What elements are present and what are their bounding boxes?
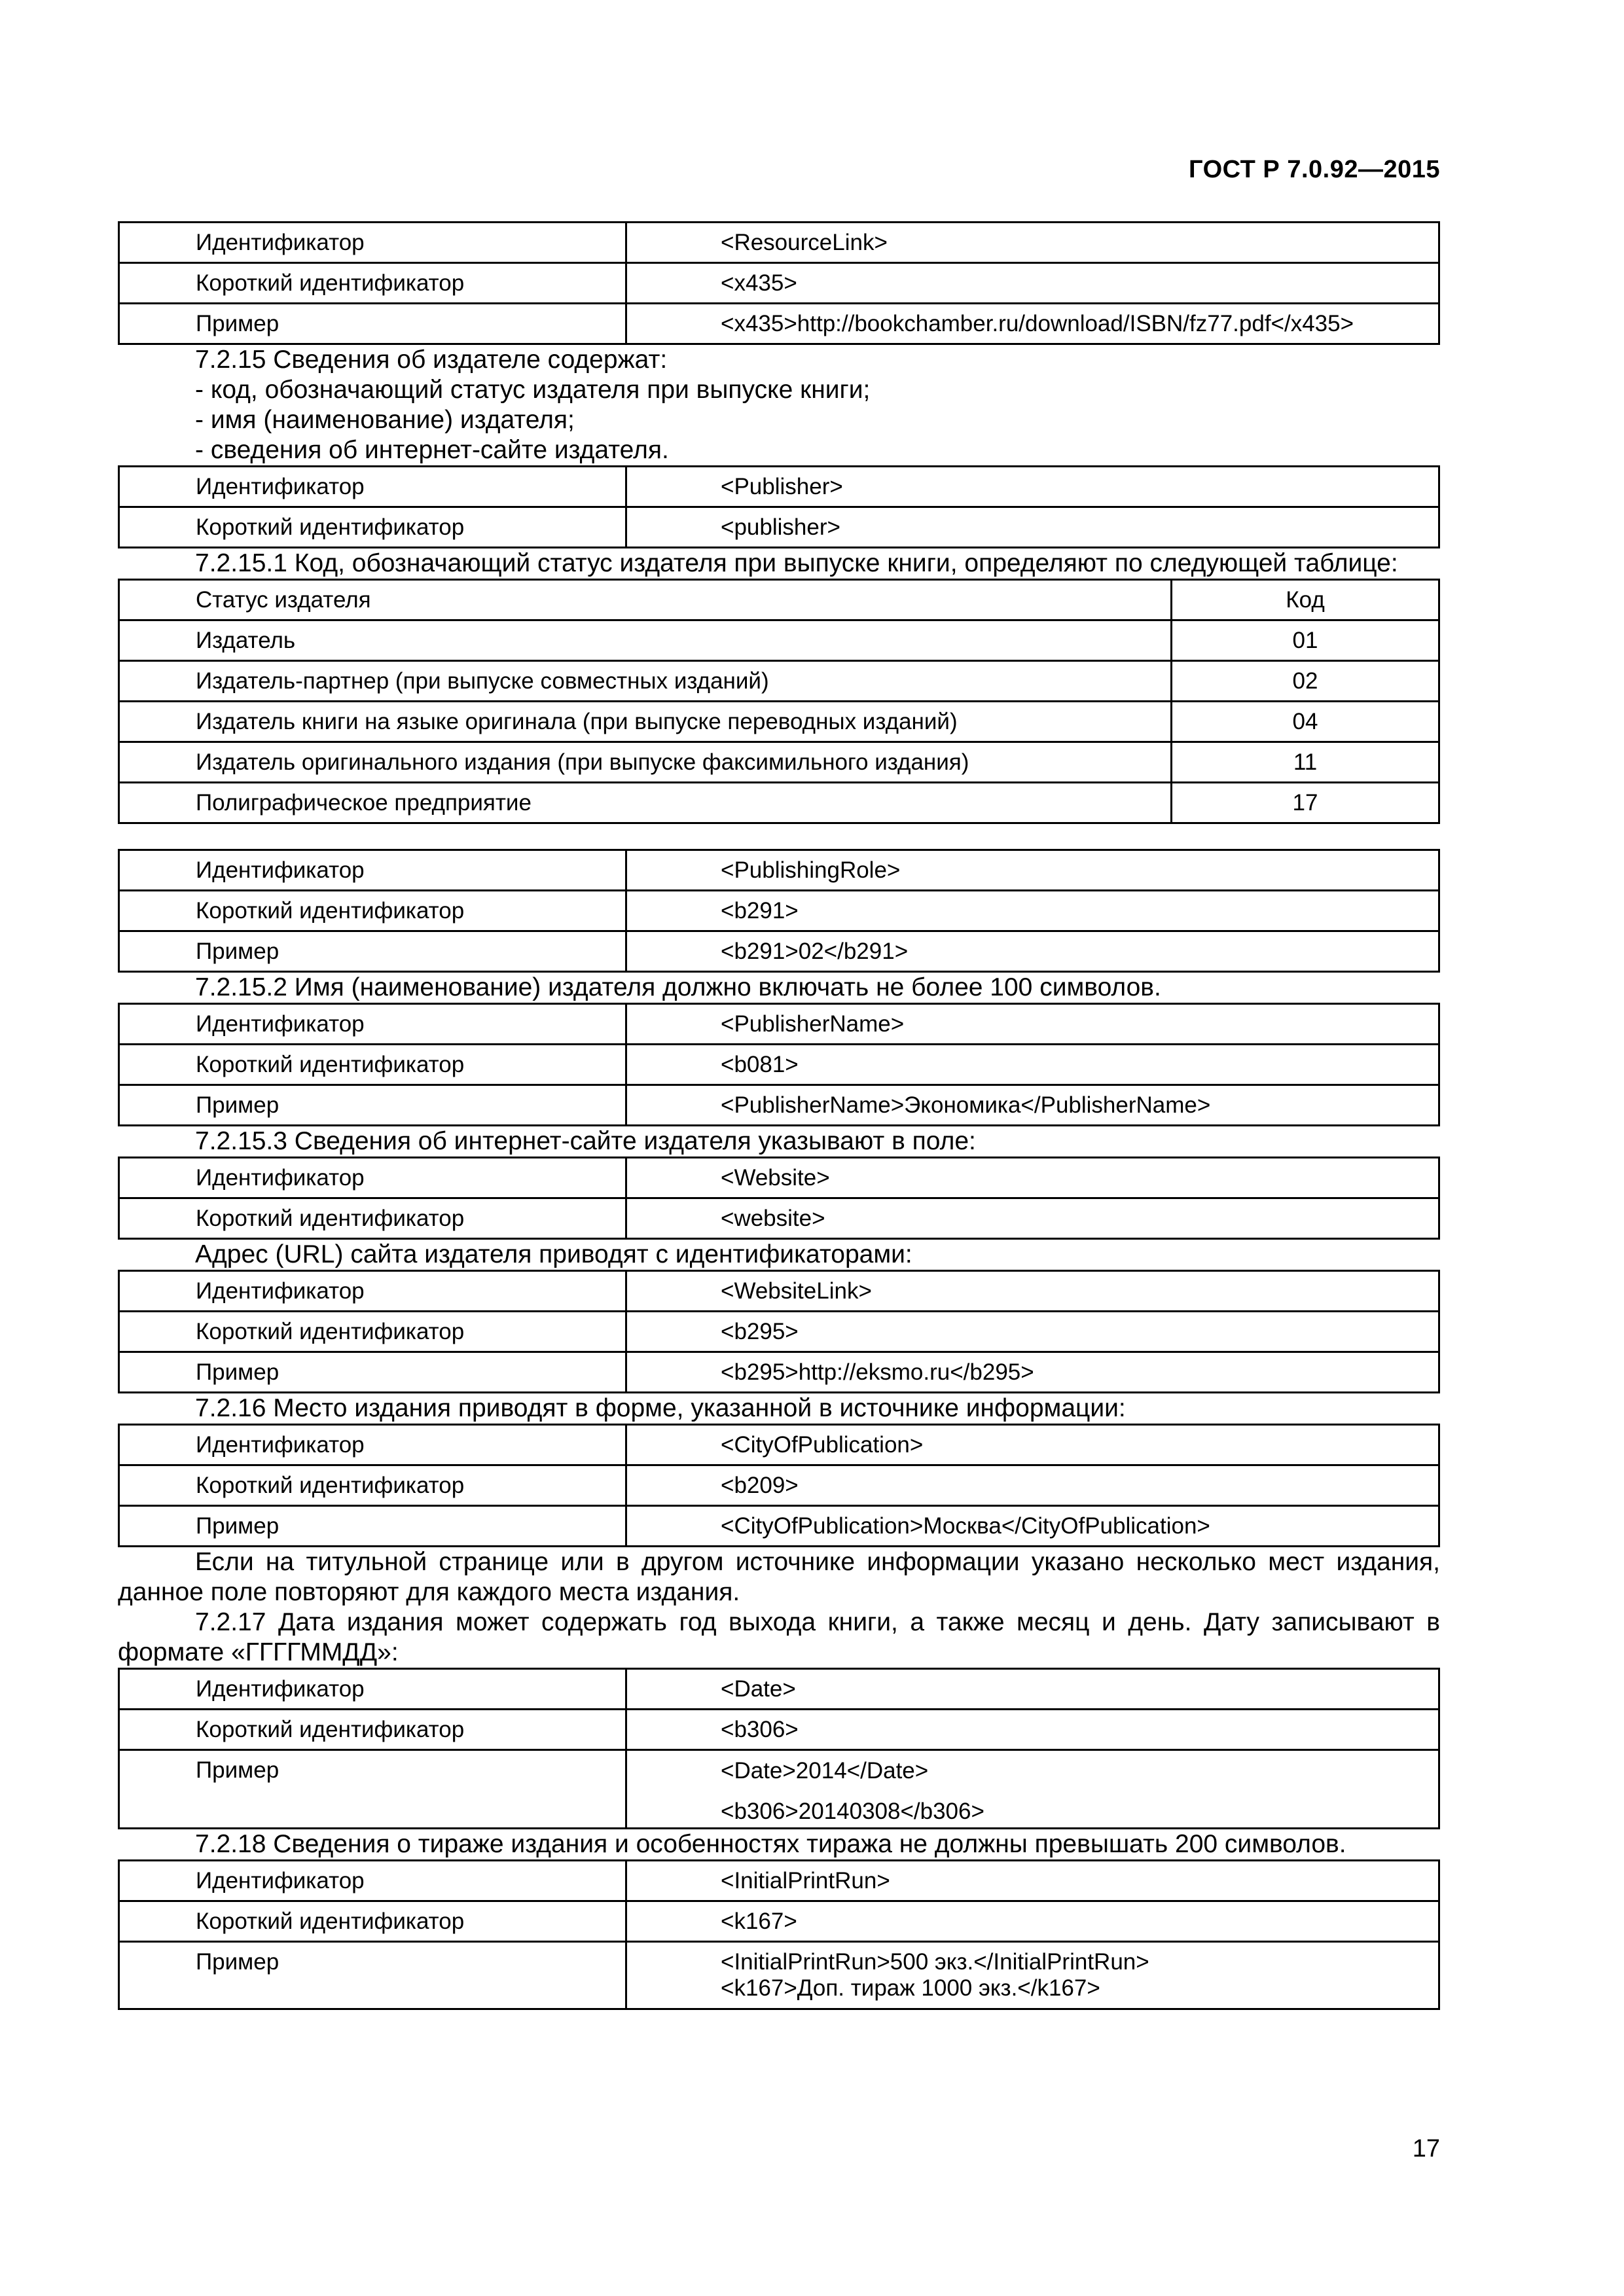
city-of-publication-table bbox=[118, 1424, 1440, 1547]
table-row bbox=[119, 304, 1439, 344]
website-table bbox=[118, 1157, 1440, 1240]
value-cell: <ResourceLink> bbox=[626, 223, 1439, 263]
paragraph-places: Если на титульной странице или в другом источнике информации указано несколько мест издания, данное поле повторяют для каждого места издания. bbox=[118, 1548, 1440, 1606]
label-cell: Пример bbox=[119, 931, 626, 972]
table-row bbox=[119, 1085, 1439, 1126]
list-item: - сведения об интернет-сайте издателя. bbox=[195, 436, 669, 464]
table-row bbox=[119, 1506, 1439, 1547]
label-cell: Пример bbox=[119, 1085, 626, 1126]
table-header-row bbox=[119, 580, 1439, 620]
value-cell: <b291> bbox=[626, 891, 1439, 931]
code-cell: 17 bbox=[1172, 783, 1439, 823]
table-row bbox=[119, 1465, 1439, 1506]
label-cell: Короткий идентификатор bbox=[119, 1710, 626, 1750]
code-cell: 01 bbox=[1172, 620, 1439, 661]
status-cell: Издатель bbox=[119, 620, 1172, 661]
value-cell: <PublishingRole> bbox=[626, 850, 1439, 891]
table-row bbox=[119, 742, 1439, 783]
table-row bbox=[119, 263, 1439, 304]
label-cell: Идентификатор bbox=[119, 1425, 626, 1465]
list-item: - код, обозначающий статус издателя при выпуске книги; bbox=[195, 376, 871, 404]
initial-print-run-table bbox=[118, 1859, 1440, 2010]
value-cell: <publisher> bbox=[626, 507, 1439, 548]
value-cell: <WebsiteLink> bbox=[626, 1271, 1439, 1312]
value-cell: <PublisherName>Экономика</PublisherName> bbox=[626, 1085, 1439, 1126]
value-cell: <Publisher> bbox=[626, 467, 1439, 507]
website-link-table bbox=[118, 1270, 1440, 1393]
table-row bbox=[119, 507, 1439, 548]
publishing-role-table bbox=[118, 849, 1440, 973]
resource-link-table bbox=[118, 221, 1440, 345]
label-cell: Пример bbox=[119, 1352, 626, 1393]
value-cell: <b295> bbox=[626, 1312, 1439, 1352]
value-cell: <PublisherName> bbox=[626, 1004, 1439, 1045]
label-cell: Идентификатор bbox=[119, 1158, 626, 1198]
table-row bbox=[119, 1004, 1439, 1045]
label-cell: Короткий идентификатор bbox=[119, 1198, 626, 1239]
code-cell: 02 bbox=[1172, 661, 1439, 702]
table-row bbox=[119, 891, 1439, 931]
page-content bbox=[118, 221, 1440, 2010]
paragraph-7-2-17: 7.2.17 Дата издания может содержать год выхода книги, а также месяц и день. Дату записывают в формате «ГГГГММДД»: bbox=[118, 1608, 1440, 1666]
label-cell: Идентификатор bbox=[119, 1004, 626, 1045]
publisher-name-table bbox=[118, 1003, 1440, 1126]
table-row bbox=[119, 702, 1439, 742]
status-cell: Издатель-партнер (при выпуске совместных изданий) bbox=[119, 661, 1172, 702]
table-row bbox=[119, 1942, 1439, 2009]
label-cell: Короткий идентификатор bbox=[119, 1312, 626, 1352]
label-cell: Идентификатор bbox=[119, 1861, 626, 1901]
value-cell: <Date> bbox=[626, 1669, 1439, 1710]
table-row bbox=[119, 850, 1439, 891]
table-row bbox=[119, 1158, 1439, 1198]
value-cell: <b295>http://eksmo.ru</b295> bbox=[626, 1352, 1439, 1393]
table-row bbox=[119, 1861, 1439, 1901]
publisher-status-table bbox=[118, 579, 1440, 824]
table-row bbox=[119, 467, 1439, 507]
example-line: <Date>2014</Date> bbox=[721, 1758, 929, 1784]
example-line: <k167>Доп. тираж 1000 экз.</k167> bbox=[721, 1975, 1100, 2001]
status-cell: Издатель оригинального издания (при выпуске факсимильного издания) bbox=[119, 742, 1172, 783]
value-cell bbox=[626, 1942, 1439, 2009]
code-cell: 04 bbox=[1172, 702, 1439, 742]
table-row bbox=[119, 1198, 1439, 1239]
label-cell: Короткий идентификатор bbox=[119, 1045, 626, 1085]
list-item: - имя (наименование) издателя; bbox=[195, 406, 575, 434]
value-cell: <Website> bbox=[626, 1158, 1439, 1198]
label-cell: Пример bbox=[119, 304, 626, 344]
label-cell: Короткий идентификатор bbox=[119, 1465, 626, 1506]
label-cell: Пример bbox=[119, 1506, 626, 1547]
status-cell: Полиграфическое предприятие bbox=[119, 783, 1172, 823]
value-cell: <website> bbox=[626, 1198, 1439, 1239]
table-row bbox=[119, 931, 1439, 972]
value-cell: <b081> bbox=[626, 1045, 1439, 1085]
label-cell: Короткий идентификатор bbox=[119, 507, 626, 548]
table-row bbox=[119, 223, 1439, 263]
status-cell: Издатель книги на языке оригинала (при выпуске переводных изданий) bbox=[119, 702, 1172, 742]
publisher-table bbox=[118, 465, 1440, 548]
table-row bbox=[119, 620, 1439, 661]
label-cell: Идентификатор bbox=[119, 850, 626, 891]
table-row bbox=[119, 1750, 1439, 1829]
code-cell: 11 bbox=[1172, 742, 1439, 783]
table-row bbox=[119, 1312, 1439, 1352]
header-code: Код bbox=[1172, 580, 1439, 620]
example-line: <b306>20140308</b306> bbox=[721, 1799, 984, 1824]
value-cell: <x435>http://bookchamber.ru/download/ISBN/fz77.pdf</x435> bbox=[626, 304, 1439, 344]
table-row bbox=[119, 1045, 1439, 1085]
table-row bbox=[119, 1271, 1439, 1312]
paragraph-7-2-15-1: 7.2.15.1 Код, обозначающий статус издателя при выпуске книги, определяют по следующей таблице: bbox=[195, 549, 1398, 577]
label-cell: Идентификатор bbox=[119, 1271, 626, 1312]
date-table bbox=[118, 1668, 1440, 1829]
label-cell: Идентификатор bbox=[119, 223, 626, 263]
document-header: ГОСТ Р 7.0.92—2015 bbox=[1189, 156, 1440, 183]
value-cell: <x435> bbox=[626, 263, 1439, 304]
paragraph-7-2-15-3: 7.2.15.3 Сведения об интернет-сайте издателя указывают в поле: bbox=[195, 1127, 976, 1155]
spacer bbox=[118, 824, 1440, 849]
example-line: <InitialPrintRun>500 экз.</InitialPrintRun> bbox=[721, 1949, 1149, 1975]
paragraph-7-2-18: 7.2.18 Сведения о тираже издания и особенностях тиража не должны превышать 200 символов. bbox=[195, 1830, 1346, 1858]
paragraph-7-2-16: 7.2.16 Место издания приводят в форме, указанной в источнике информации: bbox=[195, 1394, 1126, 1422]
table-row bbox=[119, 661, 1439, 702]
table-row bbox=[119, 1425, 1439, 1465]
page-number: 17 bbox=[1412, 2135, 1440, 2162]
table-row bbox=[119, 1901, 1439, 1942]
value-cell: <b291>02</b291> bbox=[626, 931, 1439, 972]
label-cell: Короткий идентификатор bbox=[119, 263, 626, 304]
value-cell bbox=[626, 1750, 1439, 1829]
value-cell: <b209> bbox=[626, 1465, 1439, 1506]
paragraph-7-2-15: 7.2.15 Сведения об издателе содержат: bbox=[195, 346, 668, 374]
value-cell: <k167> bbox=[626, 1901, 1439, 1942]
header-status: Статус издателя bbox=[119, 580, 1172, 620]
paragraph-url: Адрес (URL) сайта издателя приводят с идентификаторами: bbox=[195, 1240, 912, 1268]
value-cell: <InitialPrintRun> bbox=[626, 1861, 1439, 1901]
value-cell: <CityOfPublication> bbox=[626, 1425, 1439, 1465]
value-cell: <CityOfPublication>Москва</CityOfPublication> bbox=[626, 1506, 1439, 1547]
label-cell: Пример bbox=[119, 1942, 626, 2009]
value-cell: <b306> bbox=[626, 1710, 1439, 1750]
label-cell: Пример bbox=[119, 1750, 626, 1829]
paragraph-7-2-15-2: 7.2.15.2 Имя (наименование) издателя должно включать не более 100 символов. bbox=[195, 973, 1161, 1001]
table-row bbox=[119, 1669, 1439, 1710]
label-cell: Короткий идентификатор bbox=[119, 891, 626, 931]
label-cell: Короткий идентификатор bbox=[119, 1901, 626, 1942]
table-row bbox=[119, 1352, 1439, 1393]
table-row bbox=[119, 1710, 1439, 1750]
label-cell: Идентификатор bbox=[119, 467, 626, 507]
label-cell: Идентификатор bbox=[119, 1669, 626, 1710]
table-row bbox=[119, 783, 1439, 823]
